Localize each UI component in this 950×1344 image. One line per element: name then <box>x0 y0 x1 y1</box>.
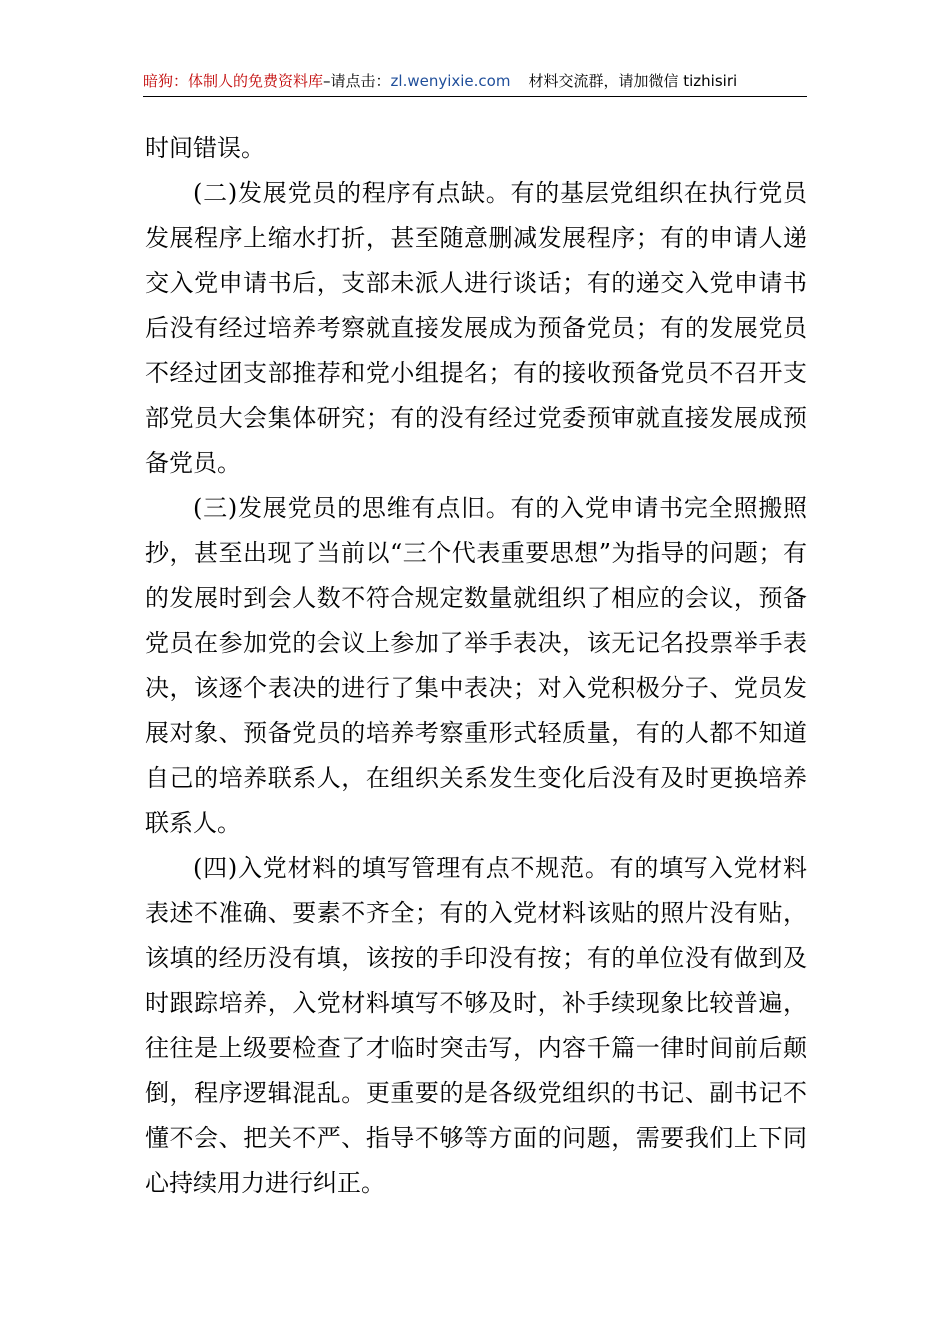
document-body <box>145 126 807 1206</box>
header-contact: 材料交流群，请加微信 tizhisiri <box>528 72 738 90</box>
paragraph-section-3: (三)发展党员的思维有点旧。有的入党申请书完全照搬照抄，甚至出现了当前以“三个代表重要思想”为指导的问题；有的发展时到会人数不符合规定数量就组织了相应的会议，预备党员在参加党的会议上参加了举手表决，该无记名投票举手表决，该逐个表决的进行了集中表决；对入党积极分子、党员发展对象、预备党员的培养考察重形式轻质量，有的人都不知道自己的培养联系人，在组织关系发生变化后没有及时更换培养联系人。 <box>145 494 807 837</box>
header-link-prompt: –请点击： <box>323 72 391 90</box>
header-site-name: 暗狗：体制人的免费资料库 <box>143 72 324 90</box>
paragraph-continuation: 时间错误。 <box>145 134 265 162</box>
paragraph-section-4: (四)入党材料的填写管理有点不规范。有的填写入党材料表述不准确、要素不齐全；有的入党材料该贴的照片没有贴，该填的经历没有填，该按的手印没有按；有的单位没有做到及时跟踪培养，入党材料填写不够及时，补手续现象比较普遍，往往是上级要检查了才临时突击写，内容千篇一律时间前后颠倒，程序逻辑混乱。更重要的是各级党组织的书记、副书记不懂不会、把关不严、指导不够等方面的问题，需要我们上下同心持续用力进行纠正。 <box>145 854 807 1197</box>
page-header <box>143 66 807 97</box>
header-url-link[interactable]: zl.wenyixie.com <box>390 72 511 90</box>
paragraph-section-2: (二)发展党员的程序有点缺。有的基层党组织在执行党员发展程序上缩水打折，甚至随意删减发展程序；有的申请人递交入党申请书后，支部未派人进行谈话；有的递交入党申请书后没有经过培养考察就直接发展成为预备党员；有的发展党员不经过团支部推荐和党小组提名；有的接收预备党员不召开支部党员大会集体研究；有的没有经过党委预审就直接发展成预备党员。 <box>145 179 807 477</box>
